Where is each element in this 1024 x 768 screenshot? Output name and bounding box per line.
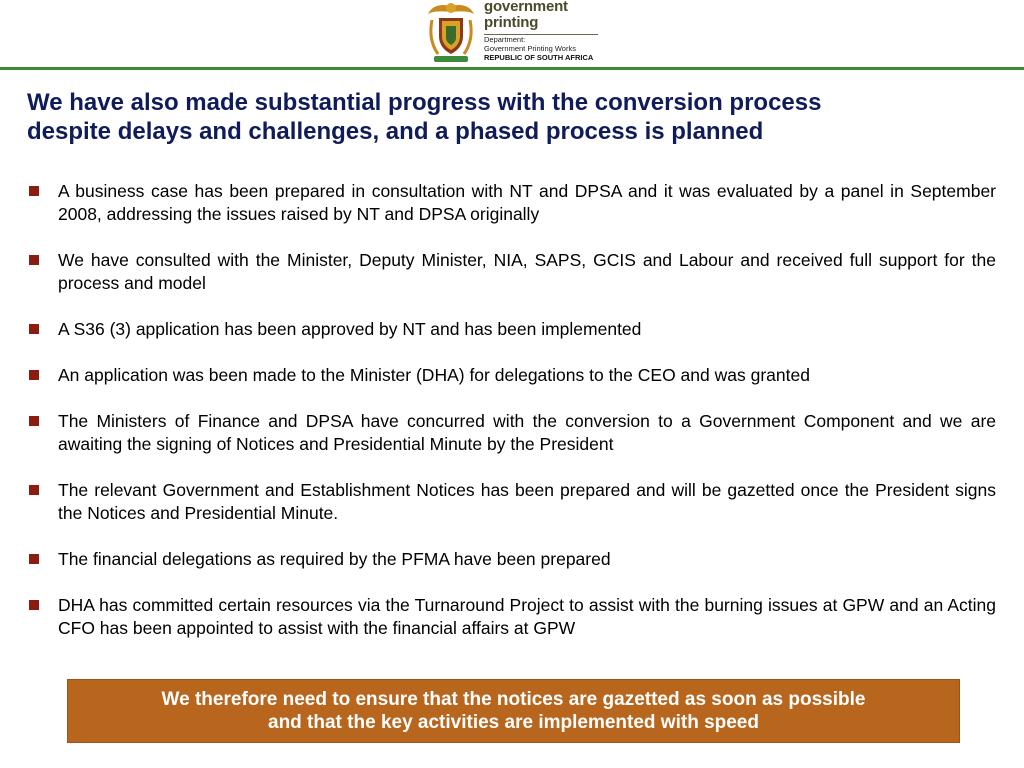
header-divider	[0, 67, 1024, 70]
brand-department-label: Department:	[484, 35, 526, 44]
square-bullet-icon	[29, 554, 39, 564]
bullet-text: DHA has committed certain resources via the Turnaround Project to assist with the burning issues at GPW and an Acting CFO has been appointed to assist with the financial affairs at GPW	[58, 595, 996, 638]
bullet-text: The Ministers of Finance and DPSA have concurred with the conversion to a Government Component and we are awaiting the signing of Notices and Presidential Minute by the President	[58, 411, 996, 454]
coat-of-arms-icon	[424, 0, 478, 66]
slide-title-line1: We have also made substantial progress with the conversion process	[27, 89, 822, 116]
bullet-item	[29, 479, 996, 525]
bullet-text: A business case has been prepared in consultation with NT and DPSA and it was evaluated by a panel in September 2008, addressing the issues raised by NT and DPSA originally	[58, 181, 996, 224]
bullet-text: A S36 (3) application has been approved by NT and has been implemented	[58, 319, 642, 339]
bullet-text: An application was been made to the Minister (DHA) for delegations to the CEO and was granted	[58, 365, 810, 385]
bullet-item	[29, 318, 996, 341]
slide-title	[27, 88, 1002, 146]
callout-box	[67, 679, 960, 743]
bullet-item	[29, 180, 996, 226]
bullet-item	[29, 249, 996, 295]
bullet-item	[29, 548, 996, 571]
brand-department-name: Government Printing Works	[484, 44, 576, 53]
bullet-text: We have consulted with the Minister, Deputy Minister, NIA, SAPS, GCIS and Labour and received full support for the process and model	[58, 250, 996, 293]
square-bullet-icon	[29, 416, 39, 426]
square-bullet-icon	[29, 600, 39, 610]
callout-line1: We therefore need to ensure that the notices are gazetted as soon as possible	[161, 689, 866, 710]
callout-line2: and that the key activities are implemented with speed	[268, 712, 759, 733]
brand-name-line2: printing	[484, 14, 539, 31]
bullet-item	[29, 364, 996, 387]
square-bullet-icon	[29, 324, 39, 334]
square-bullet-icon	[29, 186, 39, 196]
square-bullet-icon	[29, 255, 39, 265]
bullet-text: The financial delegations as required by the PFMA have been prepared	[58, 549, 611, 569]
bullet-text: The relevant Government and Establishment Notices has been prepared and will be gazetted once the President signs the Notices and Presidential Minute.	[58, 480, 996, 523]
square-bullet-icon	[29, 370, 39, 380]
slide-title-line2: despite delays and challenges, and a phased process is planned	[27, 118, 764, 145]
square-bullet-icon	[29, 485, 39, 495]
callout-text	[84, 688, 944, 734]
bullet-list	[29, 180, 996, 663]
slide-header	[0, 0, 1024, 68]
bullet-item	[29, 410, 996, 456]
bullet-item	[29, 594, 996, 640]
brand-country: REPUBLIC OF SOUTH AFRICA	[484, 53, 594, 62]
brand-name-line1: government	[484, 0, 568, 15]
